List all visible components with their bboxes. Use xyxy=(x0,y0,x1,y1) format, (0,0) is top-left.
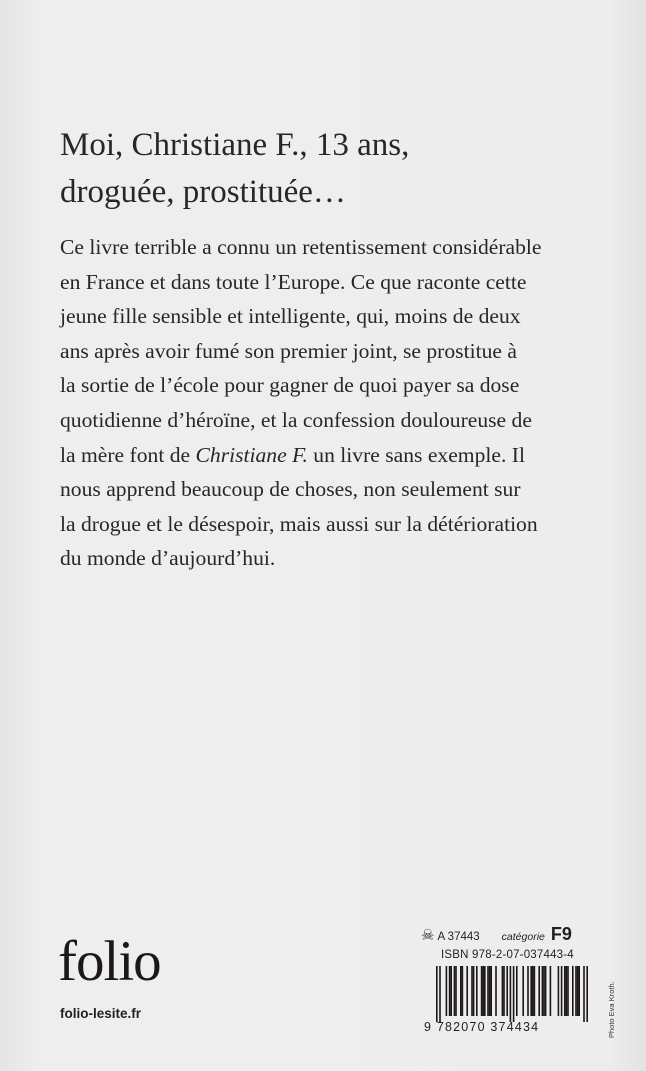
barcode-bar xyxy=(558,966,560,1016)
barcode-bar xyxy=(566,966,568,1016)
barcode-bar xyxy=(482,966,484,1016)
barcode-bar xyxy=(503,966,505,1016)
blurb-text: la mère font de xyxy=(60,442,196,467)
barcode-bar xyxy=(450,966,452,1016)
catalog-reference: A 37443 xyxy=(437,931,480,943)
barcode-bar xyxy=(564,966,566,1016)
isbn-number: ISBN 978-2-07-037443-4 xyxy=(441,949,574,961)
blurb-line: nous apprend beaucoup de choses, non seulement sur xyxy=(60,477,521,502)
barcode-bar xyxy=(586,966,588,1022)
barcode-bar xyxy=(506,966,508,1016)
barcode-bar xyxy=(473,966,475,1016)
photo-credit: Photo Eva Kroth. xyxy=(607,981,616,1038)
barcode-bar xyxy=(436,966,438,1022)
barcode-bar xyxy=(490,966,492,1016)
barcode-bar xyxy=(495,966,497,1016)
barcode-bar xyxy=(538,966,540,1016)
barcode-bar xyxy=(484,966,486,1016)
barcode-bar xyxy=(561,966,563,1016)
barcode-bar xyxy=(439,966,441,1022)
barcode-bar xyxy=(449,966,451,1016)
barcode-bar xyxy=(522,966,524,1016)
barcode-bar xyxy=(460,966,462,1016)
barcode-bar xyxy=(575,966,577,1016)
blurb-line: Ce livre terrible a connu un retentissement considérable xyxy=(60,235,542,259)
barcode-bar xyxy=(550,966,552,1016)
barcode-bar xyxy=(513,966,515,1022)
blurb-paragraph xyxy=(60,230,620,576)
publisher-logo: folio xyxy=(58,930,161,993)
barcode-bar xyxy=(532,966,534,1016)
barcode-bar xyxy=(481,966,483,1016)
barcode-bar xyxy=(510,966,512,1022)
blurb-line: la sortie de l’école pour gagner de quoi payer sa dose xyxy=(60,373,520,398)
barcode-bar xyxy=(455,966,457,1016)
barcode-bar xyxy=(542,966,544,1016)
barcode-bar xyxy=(572,966,574,1016)
title-line-2: droguée, prostituée… xyxy=(60,174,346,210)
barcode-bar xyxy=(454,966,456,1016)
barcode-digits: 9 782070 374434 xyxy=(424,1020,540,1034)
catalog-code-row xyxy=(421,924,572,945)
barcode xyxy=(424,966,592,1024)
blurb-line: la drogue et le désespoir, mais aussi sur la détérioration xyxy=(60,511,538,536)
book-title xyxy=(60,122,600,216)
book-title-italic: Christiane F. xyxy=(195,442,308,467)
barcode-bar xyxy=(446,966,448,1016)
barcode-bar xyxy=(534,966,536,1016)
title-line-1: Moi, Christiane F., 13 ans, xyxy=(60,127,410,163)
barcode-bar xyxy=(516,966,518,1016)
biohazard-icon: ☠ xyxy=(421,927,435,944)
blurb-line: en France et dans toute l’Europe. Ce que raconte cette xyxy=(60,269,527,294)
barcode-bar xyxy=(462,966,464,1016)
blurb-text: un livre sans exemple. Il xyxy=(307,442,525,467)
category-label: catégorie xyxy=(501,931,545,943)
barcode-bar xyxy=(502,966,504,1016)
barcode-bar xyxy=(466,966,468,1016)
blurb-line xyxy=(60,438,620,473)
barcode-bar xyxy=(527,966,529,1016)
barcode-bar xyxy=(476,966,478,1016)
barcode-bar xyxy=(577,966,579,1016)
barcode-bar xyxy=(487,966,489,1016)
barcode-bar xyxy=(578,966,580,1016)
blurb-line: du monde d’aujourd’hui. xyxy=(60,546,276,571)
blurb-line: quotidienne d’héroïne, et la confession douloureuse de xyxy=(60,407,532,432)
barcode-bar xyxy=(583,966,585,1022)
barcode-bar xyxy=(489,966,491,1016)
blurb-line: jeune fille sensible et intelligente, qui, moins de deux xyxy=(60,304,521,329)
barcode-bar xyxy=(543,966,545,1016)
publisher-website: folio-lesite.fr xyxy=(60,1006,142,1021)
barcode-bars xyxy=(424,966,592,1024)
barcode-bar xyxy=(567,966,569,1016)
blurb-line: ans après avoir fumé son premier joint, se prostitue à xyxy=(60,338,517,363)
category-value: F9 xyxy=(550,924,572,944)
barcode-bar xyxy=(530,966,532,1016)
barcode-bar xyxy=(545,966,547,1016)
barcode-bar xyxy=(471,966,473,1016)
